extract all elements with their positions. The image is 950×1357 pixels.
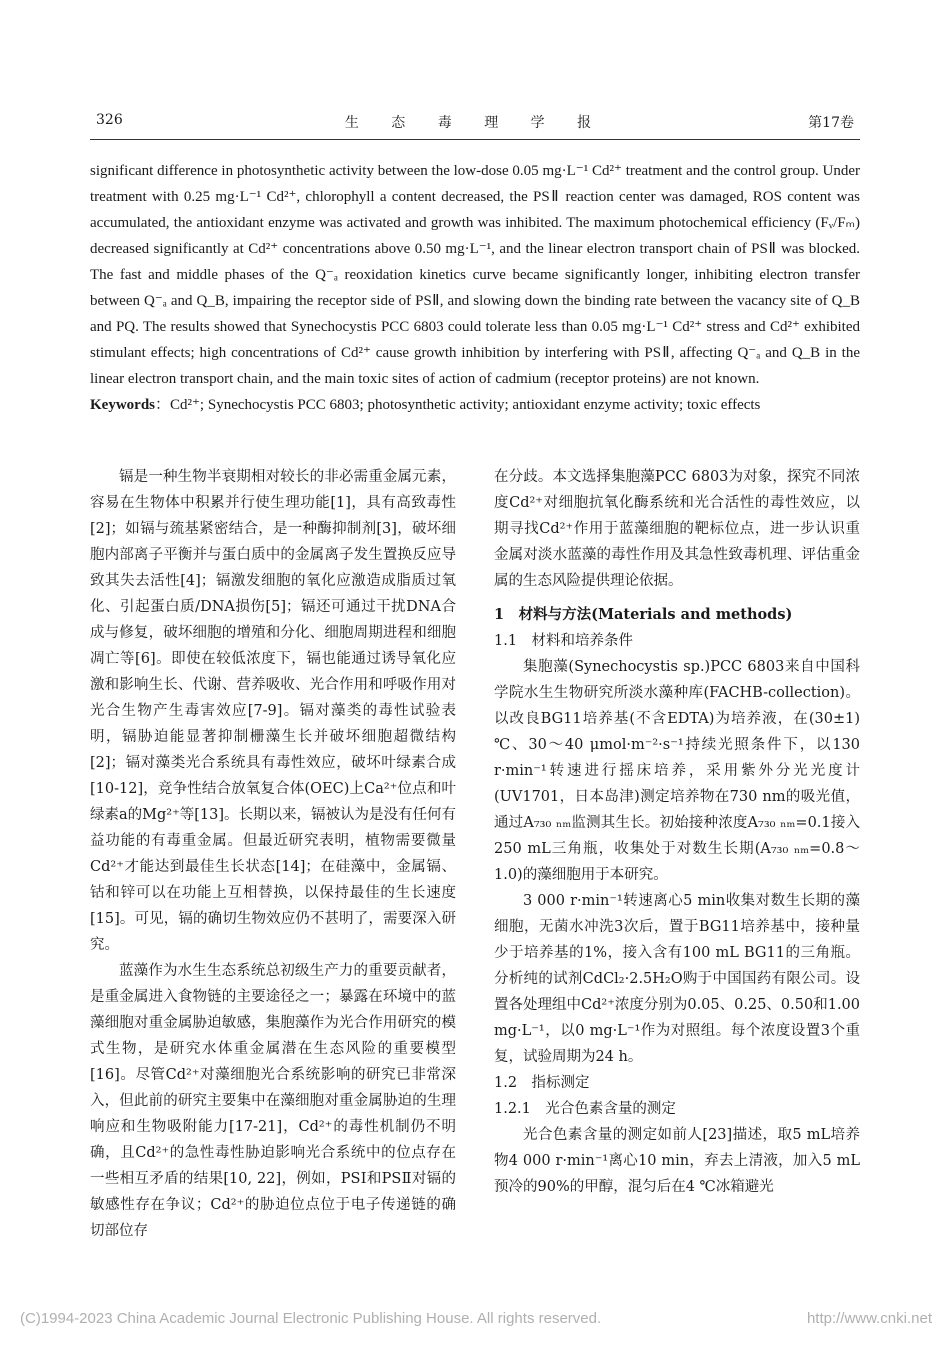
cnki-url: http://www.cnki.net (806, 1310, 932, 1327)
intro-paragraph-1: 镉是一种生物半衰期相对较长的非必需重金属元素，容易在生物体中积累并行使生理功能[1]，具有高致毒性[2]；如镉与巯基紧密结合，是一种酶抑制剂[3]，破坏细胞内部离子平衡并与蛋白质中的金属离子发生置换反应导致其失去活性[4]；镉激发细胞的氧化应激造成脂质过氧化、引起蛋白质/DNA损伤[5]；镉还可通过干扰DNA合成与修复，破坏细胞的增殖和分化、细胞周期进程和细胞凋亡等[6]。即使在较低浓度下，镉也能通过诱导氧化应激和影响生长、代谢、营养吸收、光合作用和呼吸作用对光合生物产生毒害效应[7-9]。镉对藻类的毒性试验表明，镉胁迫能显著抑制栅藻生长并破坏细胞超微结构[2]；镉对藻类光合系统具有毒性效应，破坏叶绿素合成[10-12]，竞争性结合放氧复合体(OEC)上Ca²⁺位点和叶绿素a的Mg²⁺等[13]。长期以来，镉被认为是没有任何有益功能的有毒重金属。但最近研究表明，植物需要微量Cd²⁺才能达到最佳生长状态[14]；在硅藻中，金属镉、钴和锌可以在功能上互相替换，以保持最佳的生长速度[15]。可见，镉的确切生物效应仍不甚明了，需要深入研究。 (90, 469, 457, 953)
header-rule (90, 139, 860, 140)
section-heading-1: 1 材料与方法(Materials and methods) (494, 606, 793, 623)
intro-paragraph-3: 在分歧。本文选择集胞藻PCC 6803为对象，探究不同浓度Cd²⁺对细胞抗氧化酶系统和光合活性的毒性效应，以期寻找Cd²⁺作用于蓝藻细胞的靶标位点，进一步认识重金属对淡水蓝藻的毒性作用及其急性致毒机理、评估重金属的生态风险提供理论依据。 (494, 469, 860, 589)
methods-paragraph-1: 集胞藻(Synechocystis sp.)PCC 6803来自中国科学院水生生物研究所淡水藻种库(FACHB-collection)。以改良BG11培养基(不含EDTA)为培养液，在(30±1) ℃、30～40 μmol·m⁻²·s⁻¹持续光照条件下，以130 r·min⁻¹转速进行摇床培养，采用紫外分光光度计(UV1701，日本岛津)测定培养物在730 nm的吸光值，通过A₇₃₀ ₙₘ监测其生长。初始接种浓度A₇₃₀ ₙₘ=0.1接入250 mL三角瓶，收集处于对数生长期(A₇₃₀ ₙₘ=0.8～1.0)的藻细胞用于本研究。 (494, 659, 860, 883)
page-number: 326 (96, 112, 123, 128)
methods-paragraph-2: 3 000 r·min⁻¹转速离心5 min收集对数生长期的藻细胞，无菌水冲洗3次后，置于BG11培养基中，接种量少于培养基的1%，接入含有100 mL BG11的三角瓶。分析纯的试剂CdCl₂·2.5H₂O购于中国国药有限公司。设置各处理组中Cd²⁺浓度分别为0.05、0.25、0.50和1.00 mg·L⁻¹，以0 mg·L⁻¹作为对照组。每个浓度设置3个重复，试验周期为24 h。 (494, 893, 860, 1065)
section-heading-1-2-1: 1.2.1 光合色素含量的测定 (494, 1101, 676, 1117)
section-heading-1-1: 1.1 材料和培养条件 (494, 633, 634, 649)
copyright-text: (C)1994-2023 China Academic Journal Electronic Publishing House. All rights reserved. (20, 1310, 602, 1327)
intro-paragraph-2: 蓝藻作为水生生态系统总初级生产力的重要贡献者，是重金属进入食物链的主要途径之一；暴露在环境中的蓝藻细胞对重金属胁迫敏感，集胞藻作为光合作用研究的模式生物，是研究水体重金属潜在生态风险的重要模型[16]。尽管Cd²⁺对藻细胞光合系统影响的研究已非常深入，但此前的研究主要集中在藻细胞对重金属胁迫的生理响应和生物吸附能力[17-21]，Cd²⁺的毒性机制仍不明确，且Cd²⁺的急性毒性胁迫影响光合系统中的位点存在一些相互矛盾的结果[10, 22]，例如，PSⅠ和PSⅡ对镉的敏感性存在争议；Cd²⁺的胁迫位点位于电子传递链的确切部位存 (90, 963, 456, 1239)
keywords-label: Keywords (90, 397, 155, 413)
running-header (96, 112, 854, 132)
left-column (90, 464, 456, 1244)
abstract-paragraph: significant difference in photosynthetic activity between the low-dose 0.05 mg·L⁻¹ Cd²⁺ treatment and the control group. Under treatment with 0.25 mg·L⁻¹ Cd²⁺, chlorophyll a content decreased, the PSⅡ reaction center was damaged, ROS content was accumulated, the antioxidant enzyme was activated and growth was inhibited. The maximum photochemical efficiency (Fᵥ/Fₘ) decreased significantly at Cd²⁺ concentrations above 0.50 mg·L⁻¹, and the linear electron transport chain of PSⅡ was blocked. The fast and middle phases of the Q⁻ₐ reoxidation kinetics curve became significantly longer, inhibiting electron transfer between Q⁻ₐ and Q_B, impairing the receptor side of PSⅡ, and slowing down the binding rate between the vacancy site of Q_B and PQ. The results showed that Synechocystis PCC 6803 could tolerate less than 0.05 mg·L⁻¹ Cd²⁺ stress and Cd²⁺ exhibited stimulant effects; high concentrations of Cd²⁺ cause growth inhibition by interfering with PSⅡ, affecting Q⁻ₐ and Q_B in the linear electron transport chain, and the main toxic sites of action of cadmium (receptor proteins) are not known. (90, 163, 860, 387)
methods-paragraph-3: 光合色素含量的测定如前人[23]描述，取5 mL培养物4 000 r·min⁻¹离心10 min，弃去上清液，加入5 mL预冷的90%的甲醇，混匀后在4 ℃冰箱避光 (494, 1127, 860, 1195)
section-heading-1-2: 1.2 指标测定 (494, 1075, 590, 1091)
keywords-line: Keywords：Cd²⁺; Synechocystis PCC 6803; photosynthetic activity; antioxidant enzyme activity; toxic effects (90, 397, 761, 413)
volume-label: 第17卷 (808, 115, 854, 131)
abstract-block (90, 158, 860, 418)
keywords-text: Cd²⁺; Synechocystis PCC 6803; photosynthetic activity; antioxidant enzyme activity; toxic effects (170, 397, 761, 413)
right-column (494, 464, 860, 1200)
journal-title: 生 态 毒 理 学 报 (344, 115, 606, 131)
